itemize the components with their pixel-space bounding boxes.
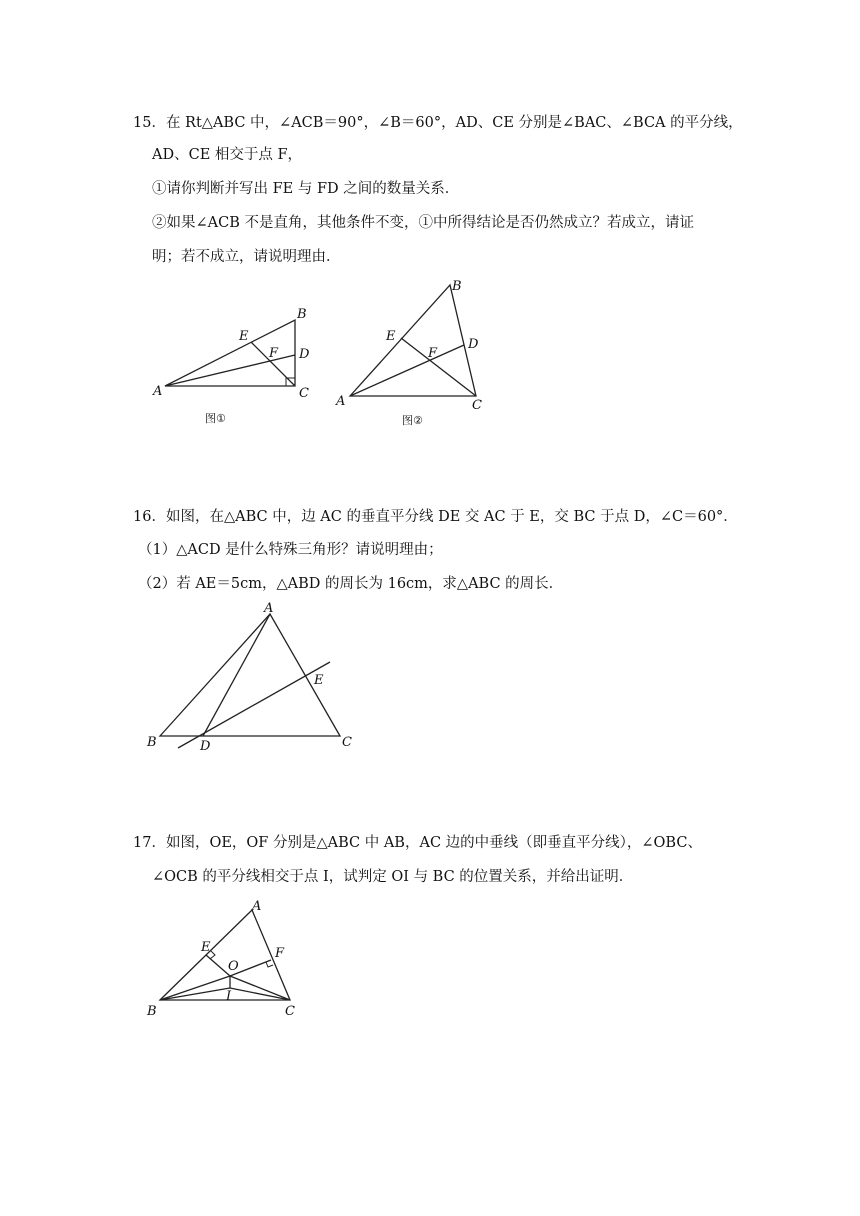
fig2-label-d: D xyxy=(468,337,479,352)
q17-line2: ∠OCB 的平分线相交于点 I，试判定 OI 与 BC 的位置关系，并给出证明． xyxy=(152,869,634,885)
q17-label-a: A xyxy=(252,899,262,914)
fig1-caption: 图① xyxy=(205,412,226,425)
q17-figure xyxy=(140,896,330,1022)
q17-segment-ci xyxy=(230,988,290,1000)
q17-label-o: O xyxy=(228,959,239,974)
q17-triangle xyxy=(160,910,290,1000)
fig1-label-e: E xyxy=(239,329,249,344)
fig2-label-b: B xyxy=(452,279,462,294)
q17-line1: 17．如图，OE，OF 分别是△ABC 中 AB，AC 边的中垂线（即垂直平分线），∠OBC、 xyxy=(133,835,702,851)
q17-label-i: I xyxy=(226,989,232,1004)
q16-label-d: D xyxy=(200,739,211,754)
q15-part2b: 明；若不成立，请说明理由． xyxy=(152,249,341,265)
q15-figure-1 xyxy=(145,300,335,430)
fig2-label-c: C xyxy=(472,398,482,413)
q17-label-f: F xyxy=(275,946,285,961)
q16-part2: （2）若 AE＝5cm，△ABD 的周长为 16cm，求△ABC 的周长． xyxy=(138,576,564,592)
q15-part1: ①请你判断并写出 FE 与 FD 之间的数量关系． xyxy=(152,181,460,197)
q16-label-e: E xyxy=(314,673,324,688)
q17-segment-oe xyxy=(206,955,230,976)
fig1-label-f: F xyxy=(269,346,279,361)
q15-line2: AD、CE 相交于点 F， xyxy=(152,147,303,163)
fig1-label-d: D xyxy=(299,347,310,362)
q15-part2a: ②如果∠ACB 不是直角，其他条件不变，①中所得结论是否仍然成立？若成立，请证 xyxy=(152,215,694,231)
q16-triangle xyxy=(160,614,340,736)
q17-label-b: B xyxy=(147,1004,157,1019)
q16-label-a: A xyxy=(264,601,274,616)
q16-label-c: C xyxy=(342,735,352,750)
q17-segment-ob xyxy=(160,976,230,1000)
q16-perpendicular-bisector xyxy=(178,662,330,748)
q17-label-c: C xyxy=(285,1004,295,1019)
q15-figure-2 xyxy=(330,276,520,430)
fig1-label-b: B xyxy=(297,307,307,322)
q16-label-b: B xyxy=(147,735,157,750)
fig2-label-e: E xyxy=(386,329,396,344)
q17-label-e: E xyxy=(201,940,211,955)
q16-line1: 16．如图，在△ABC 中，边 AC 的垂直平分线 DE 交 AC 于 E，交 BC 于点 D，∠C＝60°． xyxy=(133,509,738,525)
q17-right-angle-mark-e xyxy=(210,951,215,959)
q17-right-angle-mark-f xyxy=(266,962,273,967)
q15-line1: 15．在 Rt△ABC 中，∠ACB＝90°，∠B＝60°，AD、CE 分别是∠BAC、∠BCA 的平分线， xyxy=(133,115,743,131)
q16-figure xyxy=(140,596,370,758)
fig2-label-a: A xyxy=(336,394,346,409)
fig1-label-a: A xyxy=(153,384,163,399)
fig2-segment-ad xyxy=(350,345,464,396)
fig1-label-c: C xyxy=(299,386,309,401)
fig2-label-f: F xyxy=(428,346,438,361)
fig2-caption: 图② xyxy=(402,414,423,427)
q16-part1: （1）△ACD 是什么特殊三角形？请说明理由； xyxy=(138,542,443,558)
fig2-triangle xyxy=(350,285,476,396)
q16-segment-ad xyxy=(203,614,270,736)
